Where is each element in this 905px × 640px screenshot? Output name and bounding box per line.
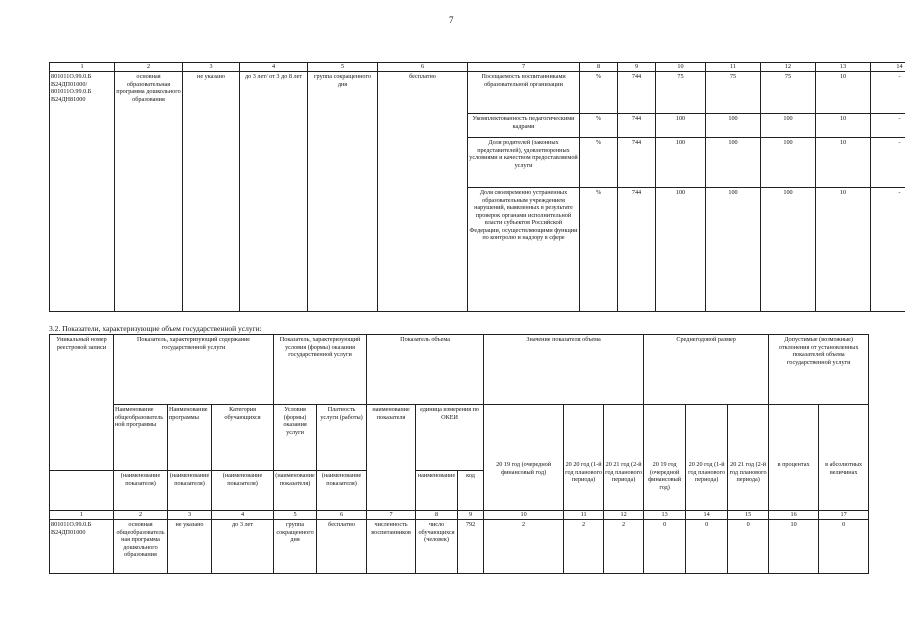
header-price2: 20 20 год (1-й год планового периода) bbox=[686, 405, 728, 511]
subheader-program: Наименование общеобразовательной программы bbox=[114, 405, 168, 471]
program-content: основная образовательная программа дошкольного образования bbox=[115, 72, 183, 312]
indicator-name: Доля родителей (законных представителей), удовлетворенных условиями и качеством предоставляемой услуги bbox=[468, 138, 580, 188]
unit: % bbox=[580, 114, 618, 138]
deviation-percent: 10 bbox=[816, 138, 871, 188]
page-number: 7 bbox=[449, 15, 454, 25]
header-row bbox=[50, 335, 869, 405]
deviation-percent: 10 bbox=[816, 72, 871, 114]
value-year3: 100 bbox=[761, 188, 816, 312]
col-num: 2 bbox=[114, 511, 168, 520]
age-category: до 3 лет bbox=[212, 520, 274, 574]
registry-number: 801011О.99.0.Б В24ДП01000/ 801011О.99.0.Б В24ДН81000 bbox=[50, 72, 115, 312]
header-volume-name: наименование показателя bbox=[367, 405, 416, 511]
value-year2: 2 bbox=[564, 520, 604, 574]
col-num: 8 bbox=[416, 511, 458, 520]
col-num: 11 bbox=[706, 63, 761, 72]
deviation-absolute: - bbox=[871, 114, 905, 138]
indicator-name: Укомплектованность педагогическими кадрами bbox=[468, 114, 580, 138]
col-num: 3 bbox=[183, 63, 240, 72]
okei-code: 744 bbox=[618, 138, 656, 188]
note-cell: (наименование показателя) bbox=[274, 471, 317, 511]
column-number-row bbox=[50, 63, 905, 72]
age-category: до 3 лет/ от 3 до 8 лет bbox=[240, 72, 308, 312]
col-num: 1 bbox=[50, 63, 115, 72]
value-year3: 100 bbox=[761, 114, 816, 138]
value-year3: 75 bbox=[761, 72, 816, 114]
header-conditions: Показатель, характеризующий условия (формы) оказания государственной услуги bbox=[274, 335, 367, 405]
col-num: 13 bbox=[816, 63, 871, 72]
col-num: 5 bbox=[274, 511, 317, 520]
column-number-row bbox=[50, 511, 869, 520]
col-num: 4 bbox=[212, 511, 274, 520]
volume-indicators-table bbox=[49, 334, 869, 574]
value-year2: 100 bbox=[706, 114, 761, 138]
header-deviation: Допустимые (возможные) отклонения от установленных показателей объема государственной услуги bbox=[769, 335, 869, 405]
col-num: 12 bbox=[604, 511, 644, 520]
header-year3: 20 21 год (2-й год планового периода) bbox=[604, 405, 644, 511]
col-num: 2 bbox=[115, 63, 183, 72]
quality-indicators-table bbox=[49, 62, 905, 312]
header-price: Среднегодовой размер bbox=[644, 335, 769, 405]
indicator-name: Посещаемость воспитанниками образовательной организации bbox=[468, 72, 580, 114]
service-form: группа сокращенного дня bbox=[274, 520, 317, 574]
subheader-payment: Платность услуги (работы) bbox=[317, 405, 367, 471]
value-year2: 100 bbox=[706, 188, 761, 312]
subheader-category: Категория обучающихся bbox=[212, 405, 274, 471]
header-value: Значение показателя объема bbox=[484, 335, 644, 405]
subheader-form: Условия (формы) оказания услуги bbox=[274, 405, 317, 471]
col-num: 14 bbox=[686, 511, 728, 520]
deviation-percent: 10 bbox=[816, 114, 871, 138]
table-row bbox=[50, 72, 905, 114]
col-num: 9 bbox=[458, 511, 484, 520]
col-num: 7 bbox=[367, 511, 416, 520]
table-row bbox=[50, 520, 869, 574]
col-num: 17 bbox=[819, 511, 869, 520]
value-year1: 2 bbox=[484, 520, 564, 574]
col-num: 15 bbox=[728, 511, 769, 520]
header-registry: Уникальный номер реестровой записи bbox=[50, 335, 114, 471]
deviation-absolute: 0 bbox=[819, 520, 869, 574]
header-volume: Показатель объема bbox=[367, 335, 484, 405]
value-year1: 100 bbox=[656, 188, 706, 312]
unit: % bbox=[580, 188, 618, 312]
okei-code: 744 bbox=[618, 188, 656, 312]
header-content: Показатель, характеризующий содержание государственной услуги bbox=[114, 335, 274, 405]
col-num: 5 bbox=[308, 63, 378, 72]
price-year1: 0 bbox=[644, 520, 686, 574]
col-num: 13 bbox=[644, 511, 686, 520]
header-year2: 20 20 год (1-й год планового периода) bbox=[564, 405, 604, 511]
note-cell: (наименование показателя) bbox=[168, 471, 212, 511]
col-num: 14 bbox=[871, 63, 905, 72]
value-year2: 100 bbox=[706, 138, 761, 188]
header-absolute: в абсолютных величинах bbox=[819, 405, 869, 511]
value-year1: 100 bbox=[656, 138, 706, 188]
value-year2: 75 bbox=[706, 72, 761, 114]
header-percent: в процентах bbox=[769, 405, 819, 511]
col-num: 6 bbox=[317, 511, 367, 520]
program-content: основная общеобразовательная программа дошкольного образования bbox=[114, 520, 168, 574]
value-year3: 100 bbox=[761, 138, 816, 188]
indicator-name: Доля своевременно устраненных образовательным учреждением нарушений, выявленных в результате проверок органами исполнительной власти субъектов Российской Федерации, осуществляющими функции по контролю и надзору в сфере bbox=[468, 188, 580, 312]
okei-code: 744 bbox=[618, 114, 656, 138]
section-title: 3.2. Показатели, характеризующие объем государственной услуги: bbox=[49, 324, 262, 333]
payment-type: бесплатно bbox=[317, 520, 367, 574]
col-num: 3 bbox=[168, 511, 212, 520]
note-cell: (наименование показателя) bbox=[317, 471, 367, 511]
empty-cell bbox=[50, 471, 114, 511]
price-year3: 0 bbox=[728, 520, 769, 574]
header-unit-name: наименование bbox=[416, 471, 458, 511]
program-name: не указано bbox=[168, 520, 212, 574]
subheader-program-name: Наименование программы bbox=[168, 405, 212, 471]
note-cell: (наименование показателя) bbox=[212, 471, 274, 511]
okei-code: 744 bbox=[618, 72, 656, 114]
header-unit-code: код bbox=[458, 471, 484, 511]
registry-number: 801011О.99.0.Б В24ДП01000 bbox=[50, 520, 114, 574]
col-num: 16 bbox=[769, 511, 819, 520]
header-price3: 20 21 год (2-й год планового периода) bbox=[728, 405, 769, 511]
col-num: 9 bbox=[618, 63, 656, 72]
col-num: 4 bbox=[240, 63, 308, 72]
header-year1: 20 19 год (очередной финансовый год) bbox=[484, 405, 564, 511]
col-num: 6 bbox=[378, 63, 468, 72]
header-price1: 20 19 год (очередной финансовый год) bbox=[644, 405, 686, 511]
volume-indicator: численность воспитанников bbox=[367, 520, 416, 574]
value-year1: 75 bbox=[656, 72, 706, 114]
price-year2: 0 bbox=[686, 520, 728, 574]
col-num: 1 bbox=[50, 511, 114, 520]
volume-code: 792 bbox=[458, 520, 484, 574]
col-num: 7 bbox=[468, 63, 580, 72]
unit: % bbox=[580, 72, 618, 114]
note-cell: (наименование показателя) bbox=[114, 471, 168, 511]
col-num: 11 bbox=[564, 511, 604, 520]
unit: % bbox=[580, 138, 618, 188]
deviation-absolute: - bbox=[871, 188, 905, 312]
col-num: 10 bbox=[484, 511, 564, 520]
deviation-percent: 10 bbox=[769, 520, 819, 574]
deviation-absolute: - bbox=[871, 72, 905, 114]
col-num: 10 bbox=[656, 63, 706, 72]
deviation-percent: 10 bbox=[816, 188, 871, 312]
value-year1: 100 bbox=[656, 114, 706, 138]
service-form: группа сокращенного дня bbox=[308, 72, 378, 312]
payment-type: бесплатно bbox=[378, 72, 468, 312]
volume-unit: число обучающихся (человек) bbox=[416, 520, 458, 574]
value-year3: 2 bbox=[604, 520, 644, 574]
deviation-absolute: - bbox=[871, 138, 905, 188]
header-volume-unit: единица измерения по ОКЕИ bbox=[416, 405, 484, 471]
col-num: 8 bbox=[580, 63, 618, 72]
col-num: 12 bbox=[761, 63, 816, 72]
program-name: не указано bbox=[183, 72, 240, 312]
